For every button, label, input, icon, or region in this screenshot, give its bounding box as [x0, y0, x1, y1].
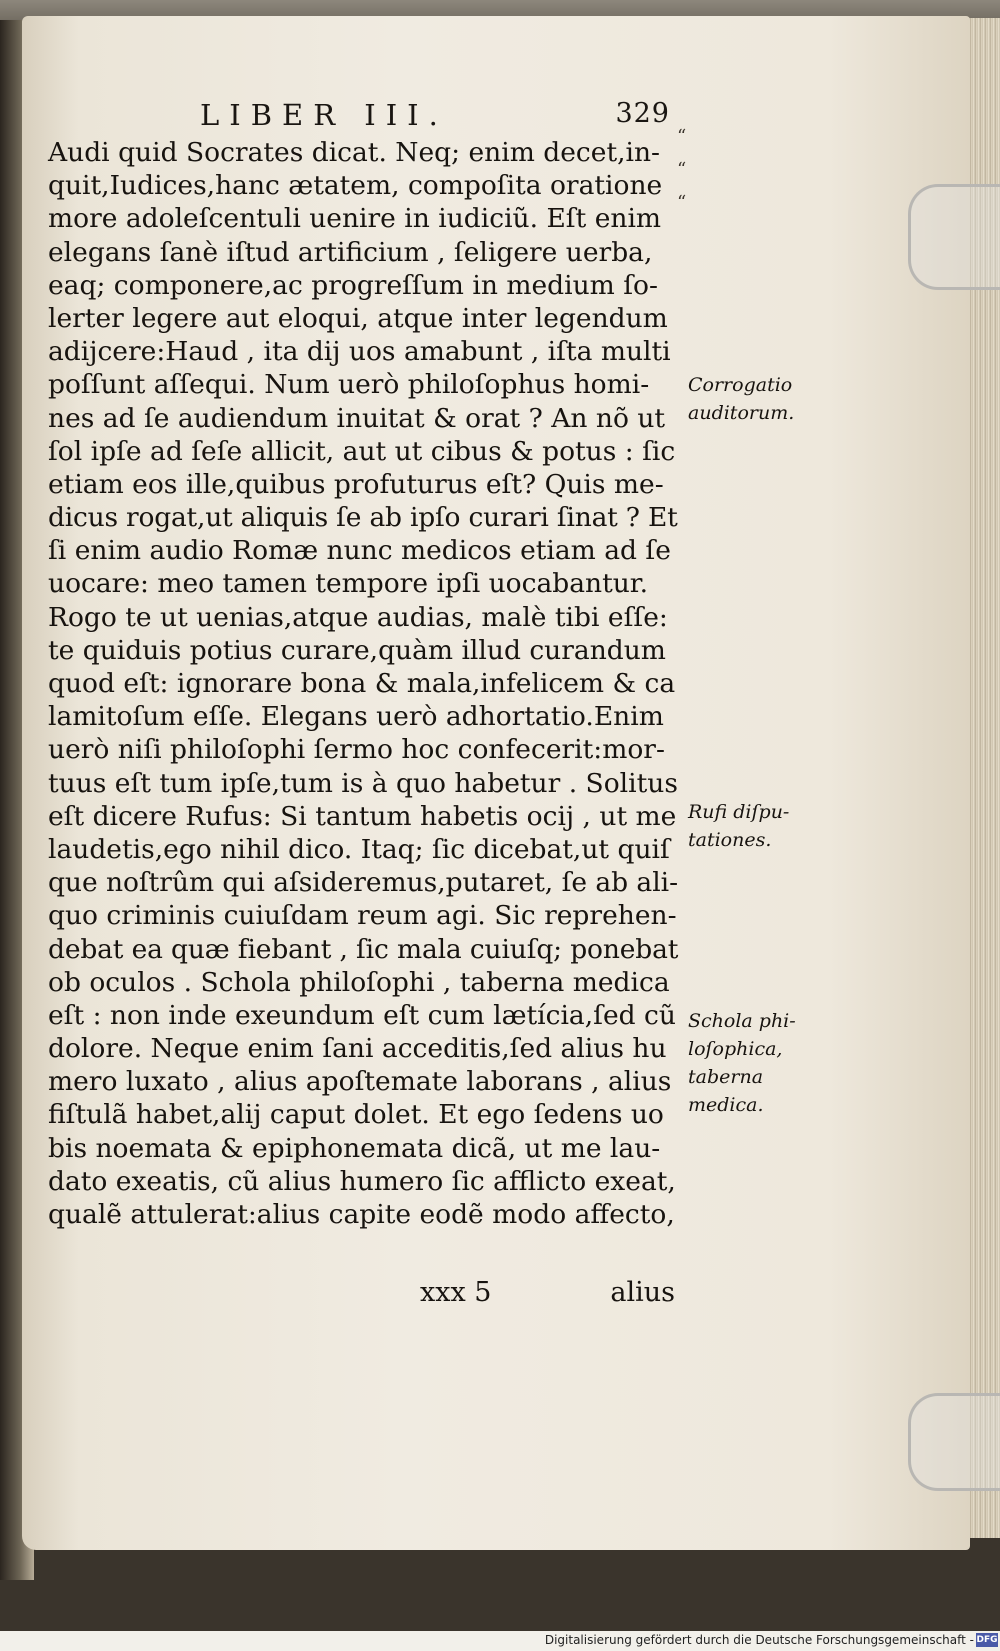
text-line: uocare: meo tamen tempore ipſi uocabantur.: [48, 568, 648, 600]
text-line: ſi enim audio Romæ nunc medicos etiam ad ſe: [48, 535, 671, 567]
text-line: lamitoſum eſſe. Elegans uerò adhortatio.Enim: [48, 701, 664, 733]
text-line: uerò niſi philoſophi ſermo hoc confecerit:mor-: [48, 734, 665, 766]
text-line: ſol ipſe ad ſeſe allicit, aut ut cibus & potus : ſic: [48, 435, 676, 467]
page-footer: [420, 1277, 675, 1308]
running-title: LIBER III.: [200, 98, 448, 132]
body-text: [48, 136, 678, 1231]
marginal-note-line: tationes.: [688, 829, 772, 851]
page-clip-bottom: [908, 1393, 1000, 1491]
text-line: dato exeatis, cũ alius humero ſic afflicto exeat,: [48, 1165, 676, 1197]
marginal-note-line: loſophica,: [688, 1038, 783, 1060]
text-line: tuus eſt tum ipſe,tum is à quo habetur . Solitus: [48, 767, 678, 799]
text-line: etiam eos ille,quibus profuturus eſt? Quis me-: [48, 468, 664, 500]
text-line: eſt dicere Rufus: Si tantum habetis ocij , ut me: [48, 800, 677, 832]
text-line: eſt : non inde exeundum eſt cum lætícia,ſed cũ: [48, 999, 676, 1031]
text-line: eaq; componere,ac progreſſum in medium ſo-: [48, 269, 658, 301]
text-line: more adoleſcentuli uenire in iudiciũ. Eſt enim: [48, 203, 662, 235]
quote-mark: “: [677, 159, 687, 180]
marginal-note-line: Rufi diſpu-: [688, 801, 790, 823]
text-line: nes ad ſe audiendum inuitat & orat ? An nõ ut: [48, 402, 666, 434]
quote-mark: “: [677, 192, 687, 213]
text-line: dolore. Neque enim ſani acceditis,ſed alius hu: [48, 1033, 667, 1065]
text-line: mero luxato , alius apoſtemate laborans , alius: [48, 1066, 672, 1098]
text-line: dicus rogat,ut aliquis ſe ab ipſo curari ſinat ? Et: [48, 502, 678, 534]
text-line: adijcere:Haud , ita dij uos amabunt , iſta multi: [48, 336, 671, 368]
text-line: elegans ſanè iſtud artificium , ſeligere uerba,: [48, 236, 653, 268]
marginal-note-line: auditorum.: [688, 402, 795, 424]
text-line: qualẽ attulerat:alius capite eodẽ modo affecto,: [48, 1199, 675, 1230]
text-line: te quiduis potius curare,quàm illud curandum: [48, 634, 666, 666]
page-clip-top: [908, 184, 1000, 290]
text-line: Audi quid Socrates dicat. Neq; enim decet,in-: [48, 137, 661, 168]
text-line: bis noemata & epiphonemata dicã, ut me lau-: [48, 1132, 661, 1164]
marginal-note-line: Schola phi-: [688, 1010, 796, 1032]
marginal-note-corrogatio: [688, 371, 794, 427]
text-line: fiſtulã habet,alij caput dolet. Et ego ſedens uo: [48, 1099, 664, 1131]
signature-mark: xxx 5: [420, 1277, 492, 1308]
text-line: lerter legere aut eloqui, atque inter legendum: [48, 302, 668, 334]
text-line: laudetis,ego nihil dico. Itaq; ſic dicebat,ut quiſ: [48, 833, 670, 865]
text-line: poſſunt aſſequi. Num uerò philoſophus homi-: [48, 369, 650, 401]
marginal-note-line: taberna: [688, 1066, 764, 1088]
text-line: que noſtrûm qui aſsideremus,putaret, ſe ab ali-: [48, 867, 678, 899]
marginal-note-rufi: [688, 798, 789, 854]
text-line: ob oculos . Schola philoſophi , taberna medica: [48, 966, 670, 998]
text-line: debat ea quæ fiebant , ſic mala cuiuſq; ponebat: [48, 933, 679, 965]
running-header: [200, 98, 670, 132]
marginal-note-schola: [688, 1007, 796, 1119]
page-number: 329: [615, 98, 670, 129]
text-line: quod eſt: ignorare bona & mala,infelicem & ca: [48, 668, 676, 699]
catchword: alius: [610, 1277, 675, 1308]
text-line: quo criminis cuiuſdam reum agi. Sic reprehen-: [48, 900, 677, 932]
quote-mark: “: [677, 126, 687, 147]
credit-text: Digitalisierung gefördert durch die Deutsche Forschungsgemeinschaft -: [544, 1633, 974, 1647]
text-line: Rogo te ut uenias,atque audias, malè tibi eſſe:: [48, 601, 668, 633]
marginal-note-line: Corrogatio: [688, 374, 793, 396]
dfg-logo: DFG: [976, 1635, 998, 1645]
marginal-note-line: medica.: [688, 1094, 764, 1116]
text-line: quit,Iudices,hanc ætatem, compoſita oratione: [48, 170, 663, 202]
